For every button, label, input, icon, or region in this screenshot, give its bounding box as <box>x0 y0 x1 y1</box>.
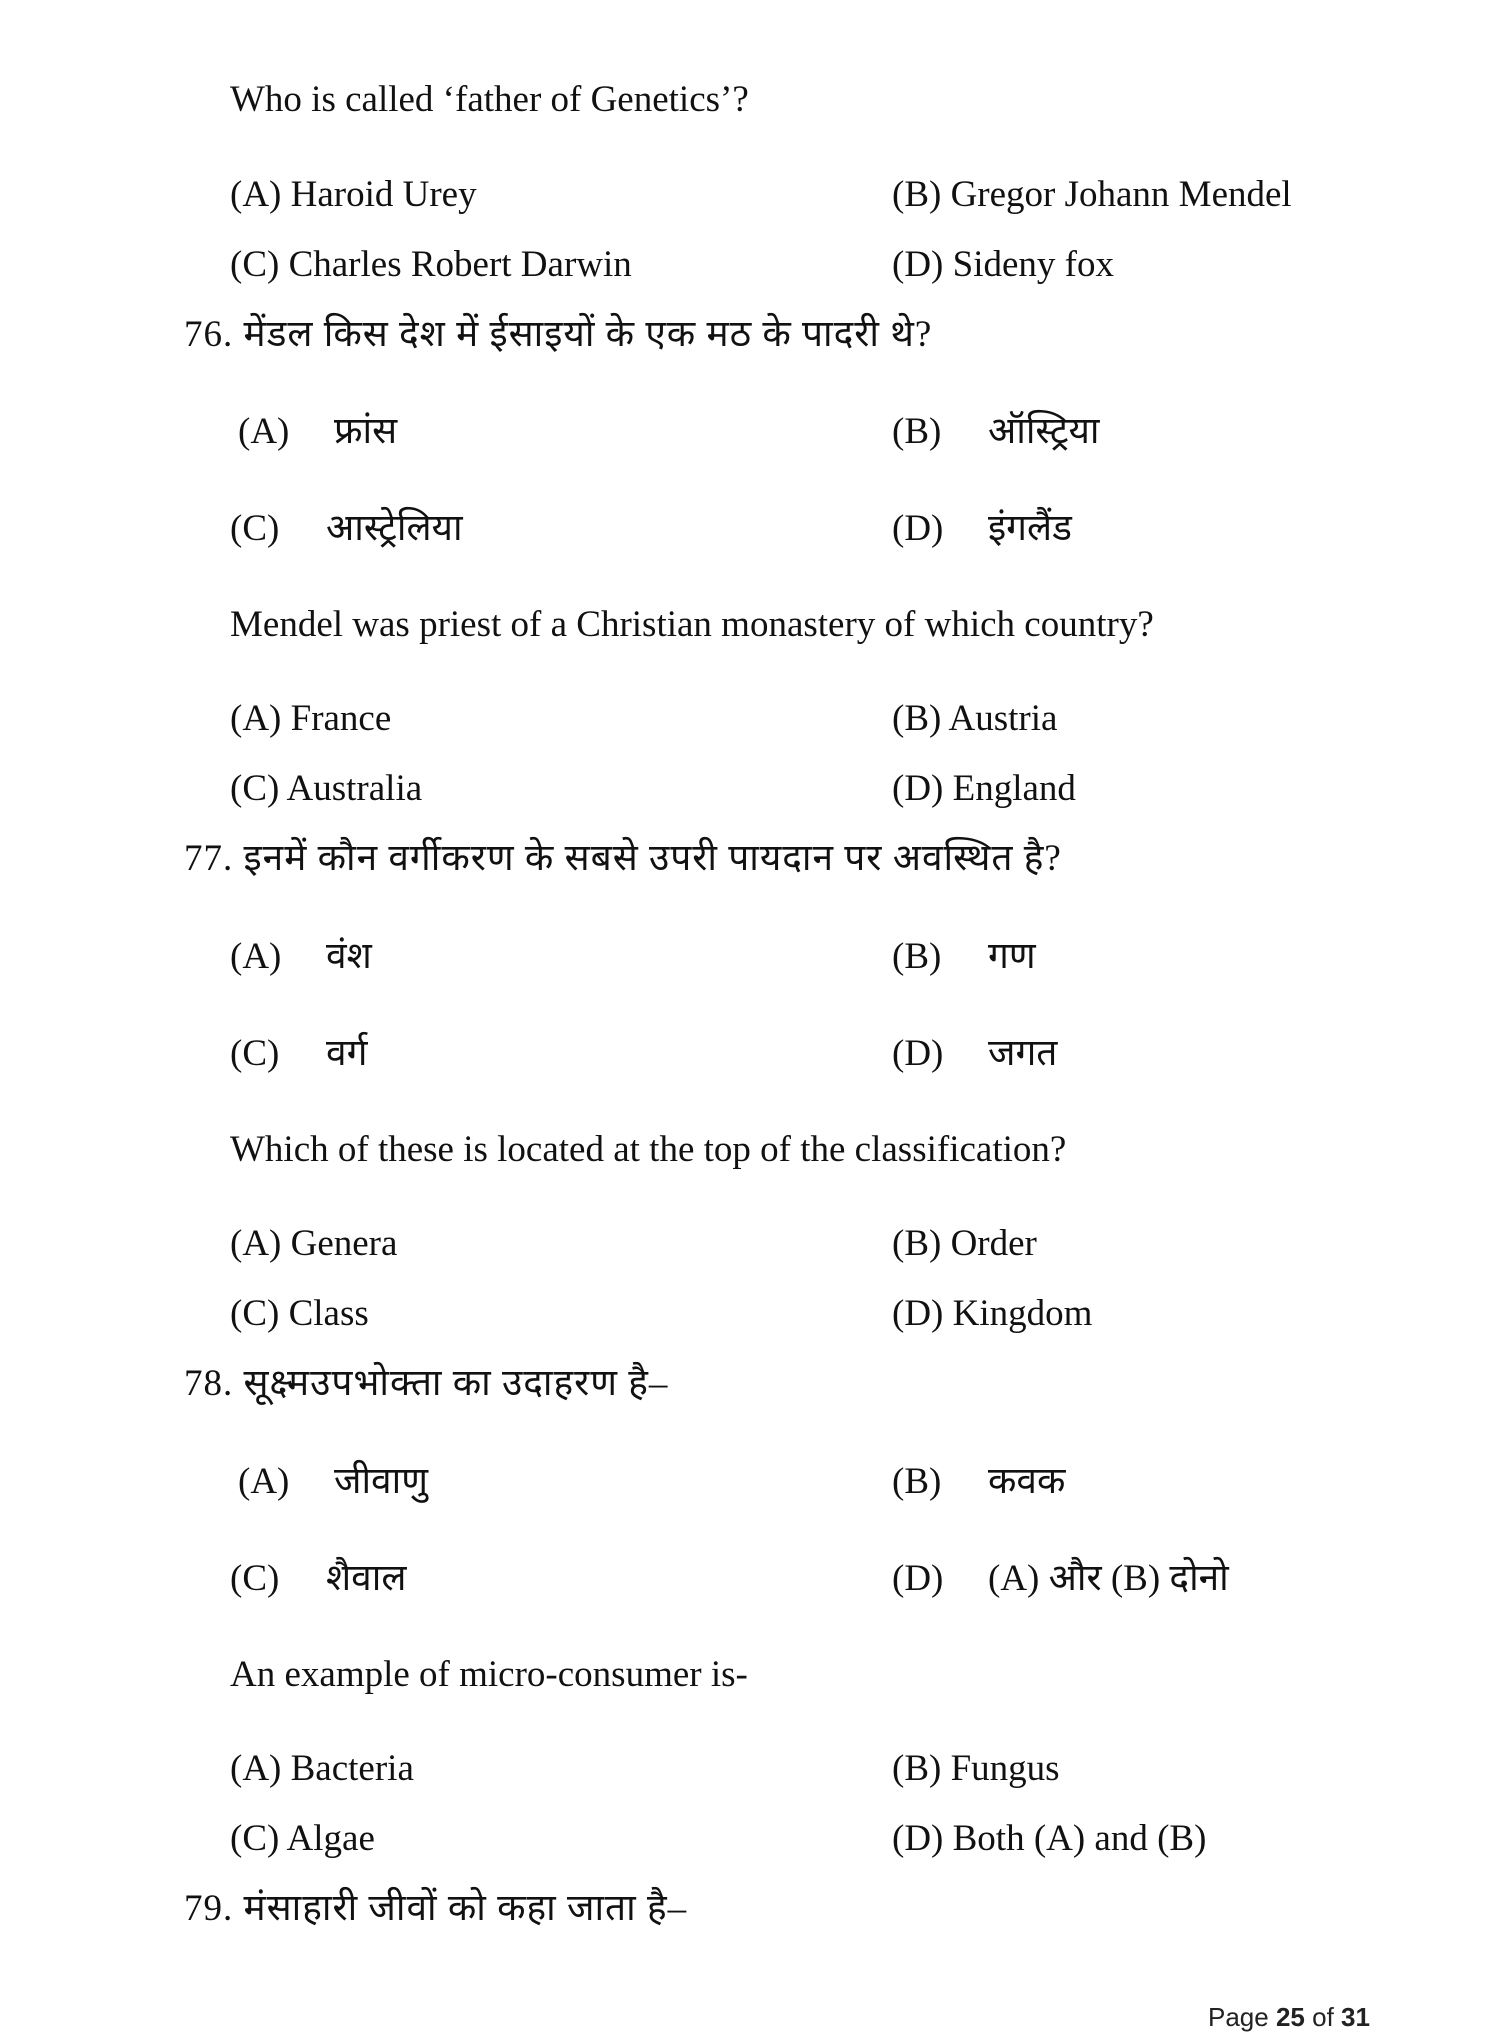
q77-en-option-c: (C) Class <box>230 1293 369 1334</box>
q76-en-option-c: (C) Australia <box>230 768 423 809</box>
q78-hi-option-b: (B) कवक <box>892 1461 1066 1502</box>
q78-en-option-c: (C) Algae <box>230 1818 375 1859</box>
q76-hi-question: 76. मेंडल किस देश में ईसाइयों के एक मठ के पादरी थे? <box>184 314 933 355</box>
q77-hi-question: 77. इनमें कौन वर्गीकरण के सबसे उपरी पायदान पर अवस्थित है? <box>184 838 1062 879</box>
q78-hi-option-c: (C) शैवाल <box>230 1558 407 1599</box>
q77-en-option-b: (B) Order <box>892 1223 1037 1264</box>
q75-en-option-c: (C) Charles Robert Darwin <box>230 244 632 285</box>
q78-en-option-d: (D) Both (A) and (B) <box>892 1818 1207 1859</box>
q77-hi-option-c: (C) वर्ग <box>230 1033 368 1074</box>
q78-en-option-b: (B) Fungus <box>892 1748 1060 1789</box>
q76-en-option-d: (D) England <box>892 768 1076 809</box>
q77-en-question: Which of these is located at the top of the classification? <box>230 1129 1067 1170</box>
q76-hi-option-c: (C) आस्ट्रेलिया <box>230 508 463 549</box>
q76-hi-option-b: (B) ऑस्ट्रिया <box>892 411 1100 452</box>
q77-hi-option-a: (A) वंश <box>230 936 372 977</box>
q78-hi-option-d: (D) (A) और (B) दोनो <box>892 1558 1229 1599</box>
q76-hi-option-d: (D) इंगलैंड <box>892 508 1072 549</box>
q77-en-option-d: (D) Kingdom <box>892 1293 1093 1334</box>
q78-en-question: An example of micro-consumer is- <box>230 1654 748 1695</box>
q76-en-question: Mendel was priest of a Christian monastery of which country? <box>230 604 1154 645</box>
q77-hi-option-b: (B) गण <box>892 936 1036 977</box>
q75-en-option-b: (B) Gregor Johann Mendel <box>892 174 1292 215</box>
q77-en-option-a: (A) Genera <box>230 1223 398 1264</box>
q76-en-option-a: (A) France <box>230 698 392 739</box>
q76-hi-option-a: (A) फ्रांस <box>238 411 398 452</box>
q79-hi-question: 79. मंसाहारी जीवों को कहा जाता है– <box>184 1888 688 1929</box>
q78-hi-option-a: (A) जीवाणु <box>238 1461 428 1502</box>
q75-en-option-d: (D) Sideny fox <box>892 244 1114 285</box>
q76-en-option-b: (B) Austria <box>892 698 1058 739</box>
q78-hi-question: 78. सूक्ष्मउपभोक्ता का उदाहरण है– <box>184 1363 669 1404</box>
q75-en-option-a: (A) Haroid Urey <box>230 174 477 215</box>
q75-en-question: Who is called ‘father of Genetics’? <box>230 79 749 120</box>
q77-hi-option-d: (D) जगत <box>892 1033 1058 1074</box>
page-number: Page 25 of 31 <box>1208 2002 1370 2032</box>
q78-en-option-a: (A) Bacteria <box>230 1748 414 1789</box>
